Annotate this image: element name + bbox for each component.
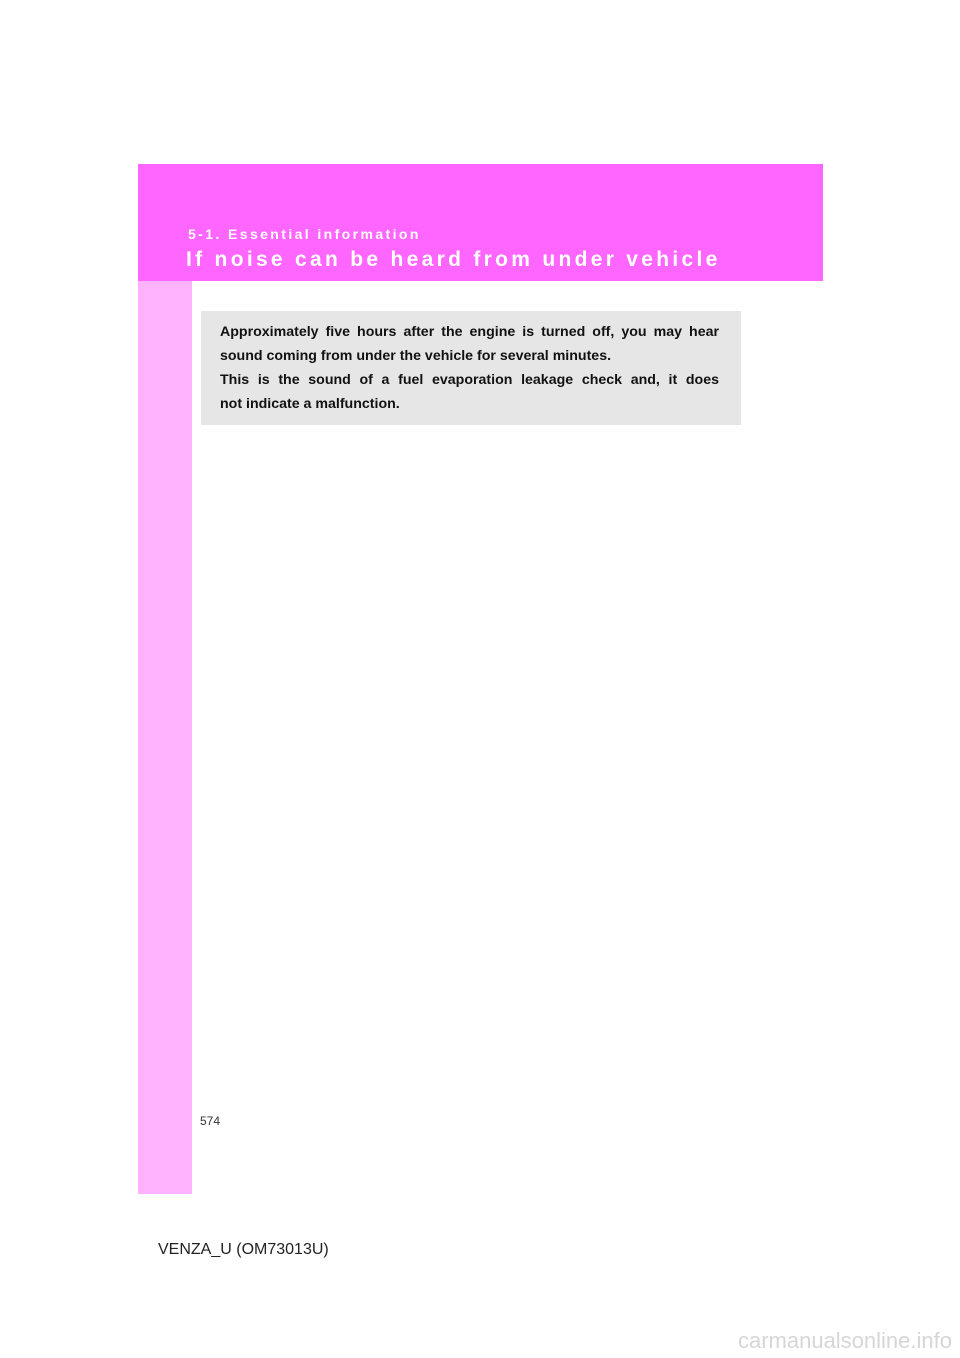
info-line: This is the sound of a fuel evaporation leakage check and, it does: [220, 372, 719, 388]
chapter-sidebar: [138, 164, 192, 1194]
page-number: 574: [200, 1114, 221, 1128]
page-header: [138, 164, 823, 281]
info-box: [201, 311, 741, 425]
info-line: sound coming from under the vehicle for several minutes.: [220, 348, 612, 364]
watermark: carmanualsonline.info: [737, 1328, 952, 1353]
info-line: Approximately five hours after the engine is turned off, you may hear: [220, 324, 719, 340]
info-text: [201, 311, 741, 416]
document-code: VENZA_U (OM73013U): [158, 1241, 329, 1258]
page-title: If noise can be heard from under vehicle: [186, 248, 721, 271]
section-label: 5-1. Essential information: [188, 226, 421, 242]
info-line: not indicate a malfunction.: [220, 396, 400, 412]
